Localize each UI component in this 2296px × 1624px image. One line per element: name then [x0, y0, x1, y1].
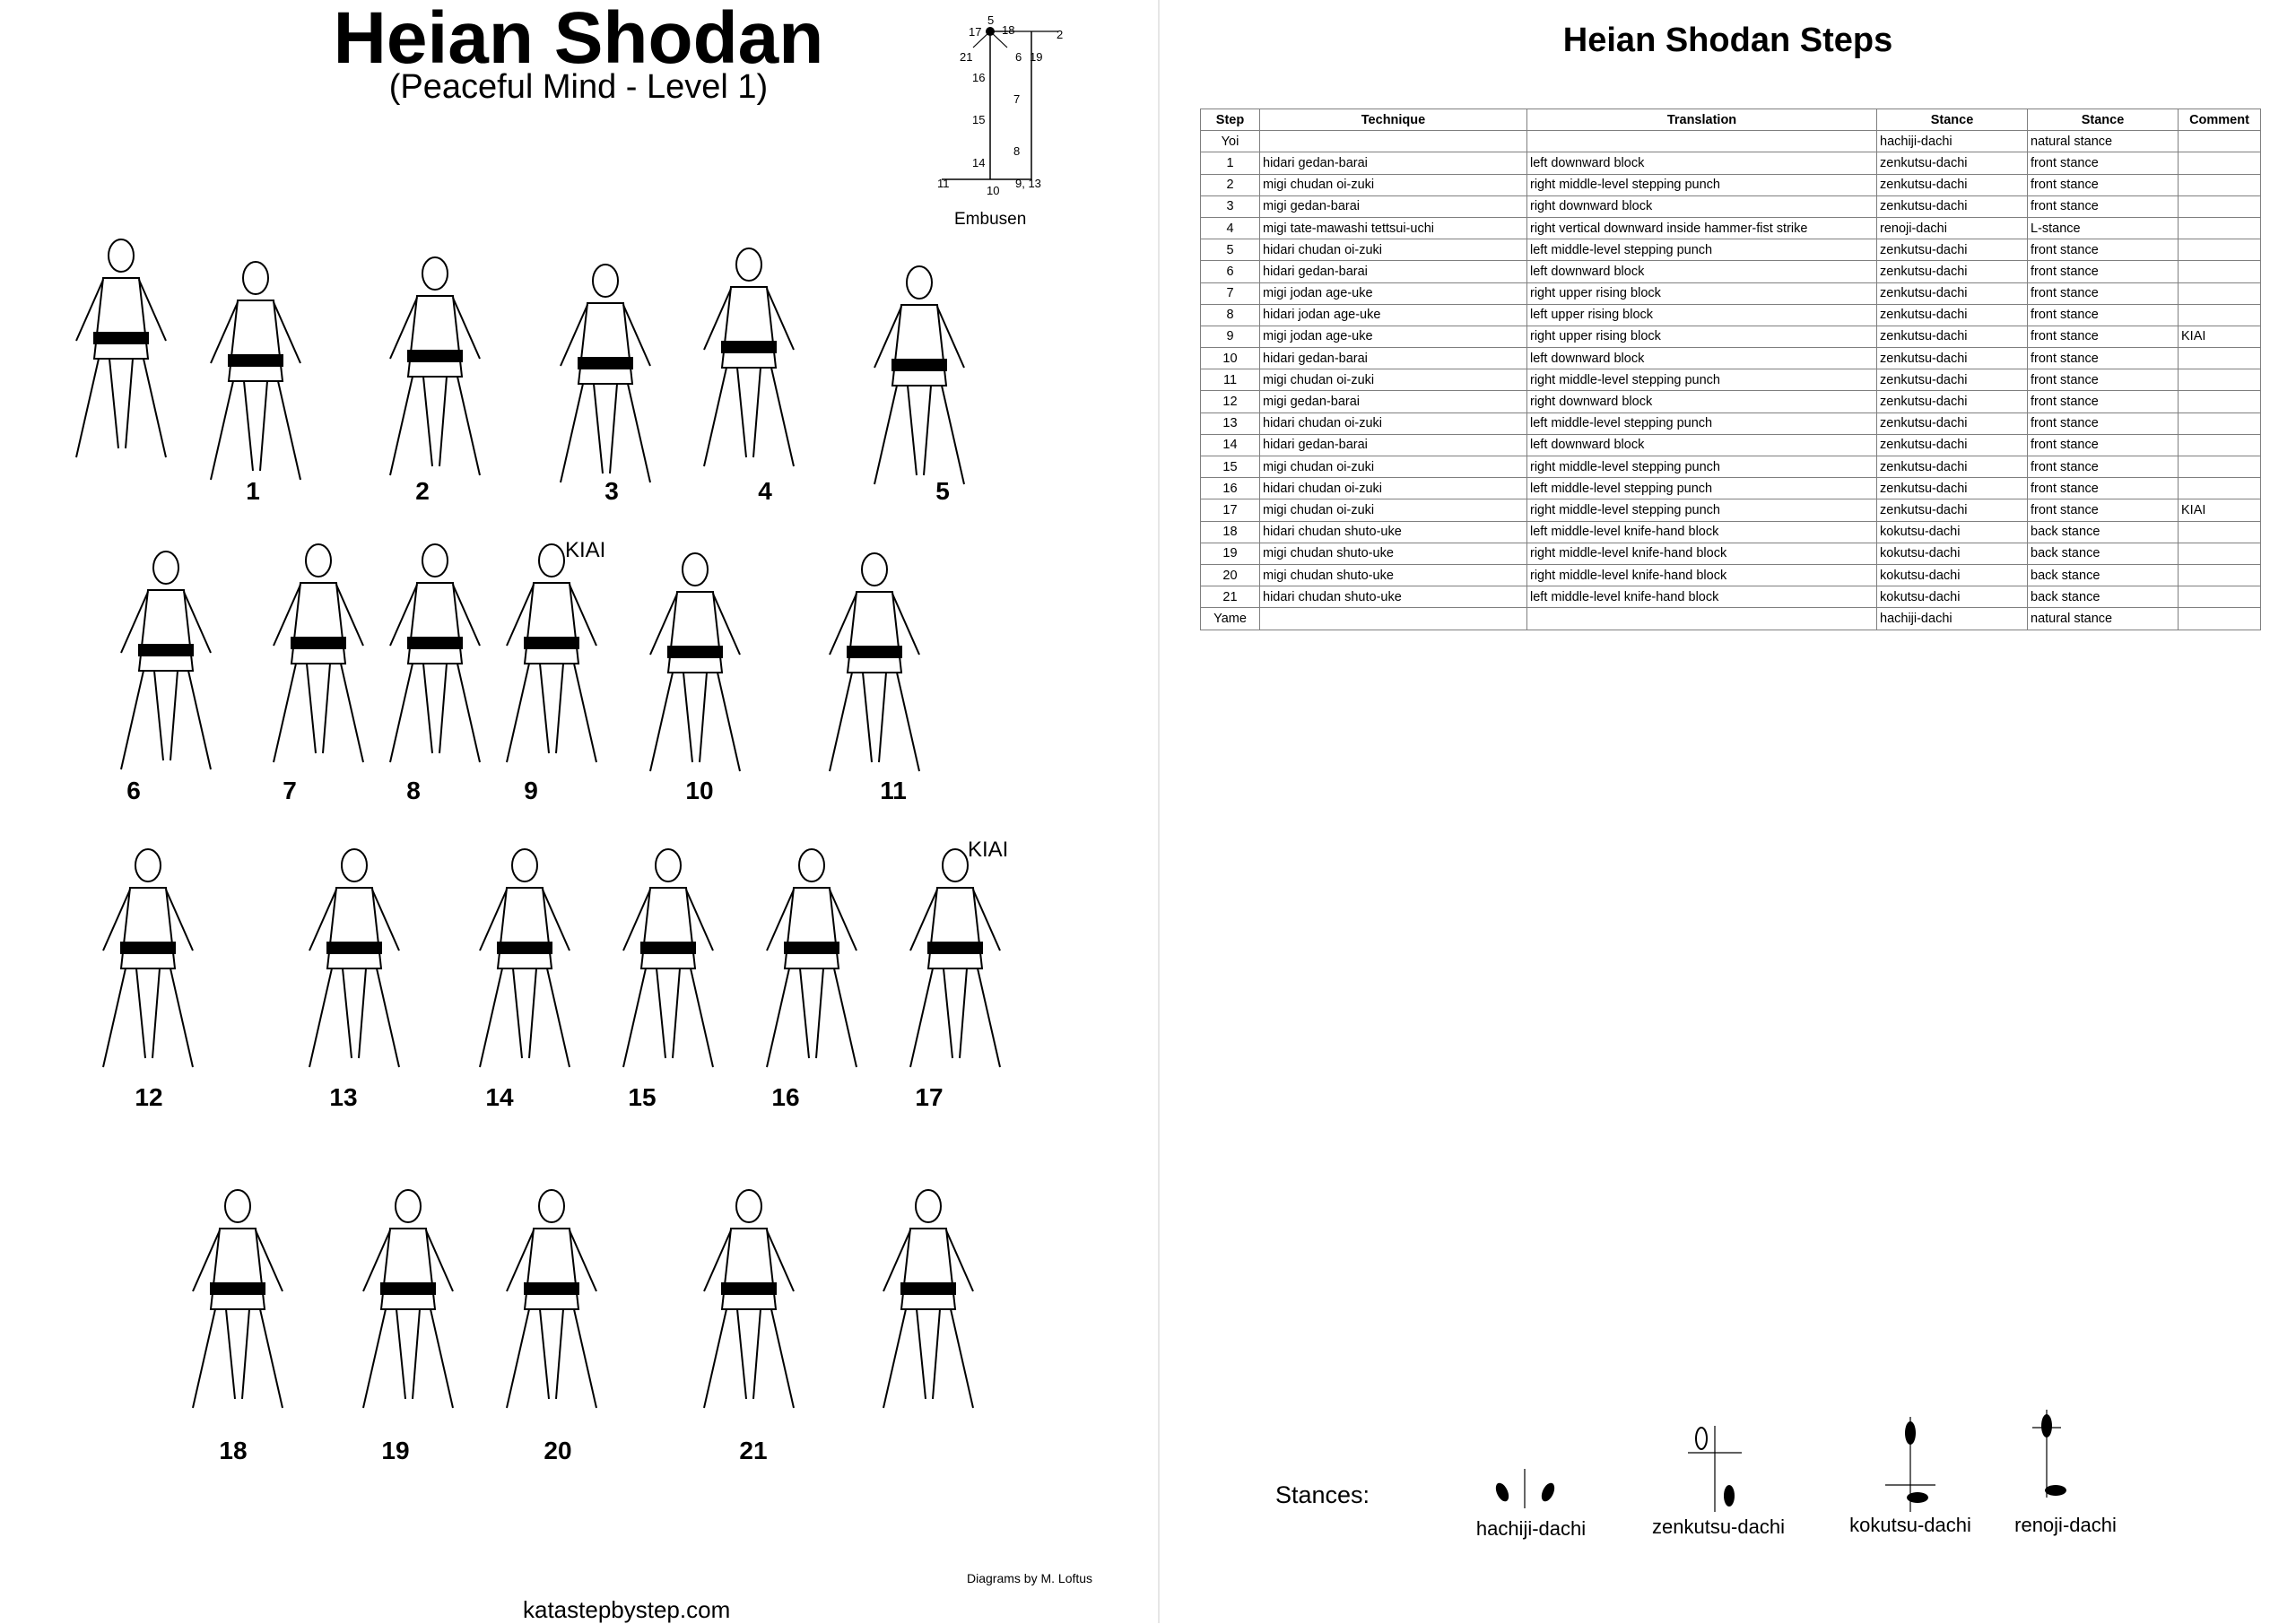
col-header-technique: Technique: [1260, 109, 1527, 131]
embusen-label: 10: [987, 184, 1000, 197]
embusen-label: 17: [969, 25, 982, 39]
cell-translation: right middle-level stepping punch: [1527, 456, 1877, 478]
figure-label: 10: [685, 777, 714, 804]
karate-figure: [484, 1184, 619, 1417]
karate-figure: [368, 251, 502, 484]
cell-comment: [2179, 304, 2261, 326]
cell-stance: zenkutsu-dachi: [1877, 195, 2028, 217]
cell-stance-english: front stance: [2028, 239, 2179, 261]
figure-label: 15: [628, 1083, 657, 1111]
table-row: [1201, 586, 2261, 608]
cell-step: 4: [1201, 217, 1260, 239]
cell-stance-english: front stance: [2028, 304, 2179, 326]
cell-stance-english: front stance: [2028, 499, 2179, 521]
cell-stance: zenkutsu-dachi: [1877, 152, 2028, 174]
zenkutsu-dachi-icon: [1688, 1424, 1751, 1514]
karate-figure: [99, 545, 233, 778]
karate-figure: [457, 843, 592, 1076]
cell-translation: left middle-level knife-hand block: [1527, 521, 1877, 543]
cell-step: 1: [1201, 152, 1260, 174]
cell-translation: left downward block: [1527, 261, 1877, 282]
cell-comment: [2179, 456, 2261, 478]
figure-label: 9: [524, 777, 538, 804]
cell-step: 9: [1201, 326, 1260, 347]
cell-step: 21: [1201, 586, 1260, 608]
karate-figure: [628, 547, 762, 780]
cell-stance: zenkutsu-dachi: [1877, 413, 2028, 434]
table-row: [1201, 478, 2261, 499]
embusen-label: 2: [1057, 28, 1064, 41]
col-header-comment: Comment: [2179, 109, 2261, 131]
cell-step: Yoi: [1201, 131, 1260, 152]
table-row: [1201, 152, 2261, 174]
karate-figure: [538, 258, 673, 491]
cell-step: 3: [1201, 195, 1260, 217]
cell-comment: [2179, 348, 2261, 369]
steps-table: [1200, 109, 2261, 630]
cell-translation: right middle-level stepping punch: [1527, 174, 1877, 195]
table-row: [1201, 261, 2261, 282]
embusen-diagram: [915, 4, 1112, 229]
cell-translation: left middle-level stepping punch: [1527, 478, 1877, 499]
cell-translation: right middle-level stepping punch: [1527, 369, 1877, 391]
cell-stance-english: back stance: [2028, 521, 2179, 543]
cell-comment: [2179, 564, 2261, 586]
cell-technique: hidari chudan oi-zuki: [1260, 413, 1527, 434]
cell-stance: hachiji-dachi: [1877, 608, 2028, 630]
cell-technique: migi gedan-barai: [1260, 391, 1527, 413]
cell-translation: left downward block: [1527, 152, 1877, 174]
embusen-label: 21: [960, 50, 973, 64]
cell-translation: left downward block: [1527, 348, 1877, 369]
embusen-label: 18: [1002, 23, 1015, 37]
cell-stance-english: front stance: [2028, 261, 2179, 282]
figure-label: 16: [771, 1083, 800, 1111]
karate-figure: [601, 843, 735, 1076]
stance-name: zenkutsu-dachi: [1652, 1515, 1785, 1538]
cell-stance: zenkutsu-dachi: [1877, 369, 2028, 391]
karate-figure: [888, 843, 1022, 1076]
cell-step: 12: [1201, 391, 1260, 413]
cell-stance-english: front stance: [2028, 326, 2179, 347]
page-divider: [1158, 0, 1160, 1623]
table-header-row: [1201, 109, 2261, 131]
cell-stance: zenkutsu-dachi: [1877, 434, 2028, 456]
cell-comment: KIAI: [2179, 499, 2261, 521]
stance-name: renoji-dachi: [2014, 1514, 2117, 1536]
cell-comment: [2179, 239, 2261, 261]
cell-stance-english: L-stance: [2028, 217, 2179, 239]
cell-step: 2: [1201, 174, 1260, 195]
cell-comment: [2179, 282, 2261, 304]
embusen-label: 5: [987, 13, 995, 27]
embusen-label: 8: [1013, 144, 1021, 158]
cell-stance-english: front stance: [2028, 174, 2179, 195]
figure-label: 21: [739, 1437, 768, 1464]
table-row: [1201, 499, 2261, 521]
figure-label: 3: [604, 477, 619, 505]
cell-translation: right middle-level knife-hand block: [1527, 564, 1877, 586]
table-row: [1201, 304, 2261, 326]
cell-technique: migi gedan-barai: [1260, 195, 1527, 217]
table-row: [1201, 521, 2261, 543]
cell-comment: [2179, 478, 2261, 499]
karate-figure: [341, 1184, 475, 1417]
cell-stance-english: front stance: [2028, 369, 2179, 391]
hachiji-dachi-icon: [1480, 1467, 1570, 1510]
cell-technique: hidari gedan-barai: [1260, 152, 1527, 174]
cell-stance-english: front stance: [2028, 478, 2179, 499]
col-header-stance: Stance: [1877, 109, 2028, 131]
table-row: [1201, 456, 2261, 478]
cell-comment: [2179, 217, 2261, 239]
cell-translation: left middle-level knife-hand block: [1527, 586, 1877, 608]
col-header-translation: Translation: [1527, 109, 1877, 131]
cell-comment: [2179, 152, 2261, 174]
cell-stance: zenkutsu-dachi: [1877, 304, 2028, 326]
karate-figure: [368, 538, 502, 771]
figure-label: 8: [406, 777, 421, 804]
cell-comment: [2179, 521, 2261, 543]
cell-technique: [1260, 608, 1527, 630]
table-row: [1201, 413, 2261, 434]
karate-figure: [682, 1184, 816, 1417]
cell-technique: migi chudan oi-zuki: [1260, 499, 1527, 521]
figure-label: 20: [544, 1437, 572, 1464]
cell-technique: migi chudan shuto-uke: [1260, 543, 1527, 564]
stances-label: Stances:: [1275, 1481, 1370, 1508]
cell-comment: [2179, 608, 2261, 630]
table-row: [1201, 434, 2261, 456]
cell-comment: [2179, 195, 2261, 217]
cell-step: 16: [1201, 478, 1260, 499]
cell-stance-english: front stance: [2028, 391, 2179, 413]
figure-label: 4: [758, 477, 772, 505]
cell-step: 7: [1201, 282, 1260, 304]
cell-stance-english: front stance: [2028, 434, 2179, 456]
figure-label: 13: [329, 1083, 358, 1111]
cell-technique: hidari chudan shuto-uke: [1260, 586, 1527, 608]
cell-stance-english: back stance: [2028, 543, 2179, 564]
cell-translation: right upper rising block: [1527, 326, 1877, 347]
cell-stance-english: front stance: [2028, 456, 2179, 478]
cell-step: 14: [1201, 434, 1260, 456]
karate-figure: [852, 260, 987, 493]
cell-comment: [2179, 131, 2261, 152]
diagram-credit: Diagrams by M. Loftus: [967, 1571, 1093, 1585]
cell-step: 5: [1201, 239, 1260, 261]
cell-stance: zenkutsu-dachi: [1877, 391, 2028, 413]
renoji-dachi-icon: [2020, 1408, 2083, 1507]
cell-stance: zenkutsu-dachi: [1877, 174, 2028, 195]
stance-name: kokutsu-dachi: [1849, 1514, 1971, 1536]
cell-technique: migi chudan oi-zuki: [1260, 174, 1527, 195]
cell-translation: right downward block: [1527, 195, 1877, 217]
site-link[interactable]: katastepbystep.com: [523, 1596, 731, 1623]
cell-translation: right middle-level knife-hand block: [1527, 543, 1877, 564]
steps-title: Heian Shodan Steps: [1562, 22, 1893, 59]
cell-stance-english: front stance: [2028, 195, 2179, 217]
cell-stance-english: front stance: [2028, 282, 2179, 304]
cell-stance: renoji-dachi: [1877, 217, 2028, 239]
cell-translation: right vertical downward inside hammer-fist strike: [1527, 217, 1877, 239]
embusen-caption: Embusen: [954, 210, 1027, 229]
cell-translation: [1527, 131, 1877, 152]
cell-stance-english: natural stance: [2028, 608, 2179, 630]
cell-stance-english: natural stance: [2028, 131, 2179, 152]
karate-figure: [484, 538, 619, 771]
cell-comment: [2179, 261, 2261, 282]
cell-stance: zenkutsu-dachi: [1877, 478, 2028, 499]
figure-label: 5: [935, 477, 950, 505]
table-row: [1201, 608, 2261, 630]
karate-figure: [251, 538, 386, 771]
cell-stance: kokutsu-dachi: [1877, 543, 2028, 564]
cell-technique: hidari gedan-barai: [1260, 261, 1527, 282]
embusen-label: 6: [1015, 50, 1022, 64]
cell-stance: zenkutsu-dachi: [1877, 261, 2028, 282]
cell-step: 8: [1201, 304, 1260, 326]
figure-label: 2: [415, 477, 430, 505]
figure-label: 12: [135, 1083, 163, 1111]
cell-technique: migi chudan oi-zuki: [1260, 456, 1527, 478]
cell-comment: [2179, 413, 2261, 434]
figure-label: 6: [126, 777, 141, 804]
table-row: [1201, 282, 2261, 304]
embusen-label: 14: [972, 156, 986, 169]
cell-step: 13: [1201, 413, 1260, 434]
cell-comment: [2179, 434, 2261, 456]
cell-technique: migi chudan oi-zuki: [1260, 369, 1527, 391]
cell-step: 20: [1201, 564, 1260, 586]
table-row: [1201, 564, 2261, 586]
cell-stance: zenkutsu-dachi: [1877, 239, 2028, 261]
cell-comment: [2179, 369, 2261, 391]
table-row: [1201, 348, 2261, 369]
cell-translation: [1527, 608, 1877, 630]
cell-stance: kokutsu-dachi: [1877, 586, 2028, 608]
karate-figure: [81, 843, 215, 1076]
cell-translation: left middle-level stepping punch: [1527, 413, 1877, 434]
cell-step: 18: [1201, 521, 1260, 543]
embusen-label: 19: [1030, 50, 1043, 64]
cell-stance: zenkutsu-dachi: [1877, 282, 2028, 304]
figure-label: 1: [246, 477, 260, 505]
figure-label: 19: [381, 1437, 410, 1464]
figure-label: 18: [219, 1437, 248, 1464]
figure-label: 11: [880, 777, 907, 804]
table-row: [1201, 326, 2261, 347]
table-row: [1201, 217, 2261, 239]
cell-step: 11: [1201, 369, 1260, 391]
karate-figure: [287, 843, 422, 1076]
cell-stance-english: front stance: [2028, 413, 2179, 434]
cell-technique: hidari chudan oi-zuki: [1260, 239, 1527, 261]
cell-stance-english: back stance: [2028, 586, 2179, 608]
cell-technique: migi tate-mawashi tettsui-uchi: [1260, 217, 1527, 239]
cell-translation: right downward block: [1527, 391, 1877, 413]
table-row: [1201, 174, 2261, 195]
cell-step: 6: [1201, 261, 1260, 282]
page-title: Heian Shodan: [333, 0, 824, 79]
karate-figure: [682, 242, 816, 475]
cell-technique: migi jodan age-uke: [1260, 326, 1527, 347]
embusen-label: 7: [1013, 92, 1021, 106]
cell-technique: migi chudan shuto-uke: [1260, 564, 1527, 586]
cell-stance: kokutsu-dachi: [1877, 564, 2028, 586]
cell-stance: zenkutsu-dachi: [1877, 326, 2028, 347]
cell-technique: hidari gedan-barai: [1260, 434, 1527, 456]
cell-translation: left middle-level stepping punch: [1527, 239, 1877, 261]
cell-technique: [1260, 131, 1527, 152]
cell-comment: [2179, 391, 2261, 413]
karate-figure: [861, 1184, 996, 1417]
cell-step: 10: [1201, 348, 1260, 369]
cell-stance: zenkutsu-dachi: [1877, 499, 2028, 521]
col-header-step: Step: [1201, 109, 1260, 131]
cell-technique: hidari chudan oi-zuki: [1260, 478, 1527, 499]
cell-step: 15: [1201, 456, 1260, 478]
cell-translation: right middle-level stepping punch: [1527, 499, 1877, 521]
cell-stance-english: back stance: [2028, 564, 2179, 586]
cell-technique: hidari chudan shuto-uke: [1260, 521, 1527, 543]
table-row: [1201, 391, 2261, 413]
cell-stance: zenkutsu-dachi: [1877, 348, 2028, 369]
figure-label: 17: [915, 1083, 944, 1111]
stance-name: hachiji-dachi: [1475, 1517, 1587, 1540]
figure-label: 14: [485, 1083, 514, 1111]
karate-figure: [744, 843, 879, 1076]
cell-technique: hidari gedan-barai: [1260, 348, 1527, 369]
karate-figure: [170, 1184, 305, 1417]
cell-stance-english: front stance: [2028, 152, 2179, 174]
kiai-label: KIAI: [565, 538, 606, 562]
table-row: [1201, 131, 2261, 152]
cell-step: 19: [1201, 543, 1260, 564]
page-subtitle: (Peaceful Mind - Level 1): [388, 68, 769, 106]
cell-step: 17: [1201, 499, 1260, 521]
cell-stance: kokutsu-dachi: [1877, 521, 2028, 543]
table-row: [1201, 239, 2261, 261]
karate-figure: [807, 547, 942, 780]
figure-label: 7: [283, 777, 297, 804]
karate-figure: [188, 256, 323, 489]
cell-stance: hachiji-dachi: [1877, 131, 2028, 152]
cell-step: Yame: [1201, 608, 1260, 630]
embusen-label: 15: [972, 113, 986, 126]
table-row: [1201, 369, 2261, 391]
embusen-label: 16: [972, 71, 986, 84]
cell-stance-english: front stance: [2028, 348, 2179, 369]
cell-technique: hidari jodan age-uke: [1260, 304, 1527, 326]
cell-translation: left downward block: [1527, 434, 1877, 456]
table-row: [1201, 195, 2261, 217]
cell-comment: [2179, 543, 2261, 564]
cell-comment: [2179, 586, 2261, 608]
table-row: [1201, 543, 2261, 564]
cell-translation: left upper rising block: [1527, 304, 1877, 326]
cell-comment: [2179, 174, 2261, 195]
cell-translation: right upper rising block: [1527, 282, 1877, 304]
embusen-label: 9, 13: [1015, 177, 1041, 190]
karate-figure: [54, 233, 188, 466]
cell-comment: KIAI: [2179, 326, 2261, 347]
col-header-stance-english: Stance: [2028, 109, 2179, 131]
kiai-label: KIAI: [968, 838, 1009, 862]
cell-stance: zenkutsu-dachi: [1877, 456, 2028, 478]
kokutsu-dachi-icon: [1885, 1415, 1948, 1514]
cell-technique: migi jodan age-uke: [1260, 282, 1527, 304]
embusen-label: 11: [937, 177, 950, 190]
